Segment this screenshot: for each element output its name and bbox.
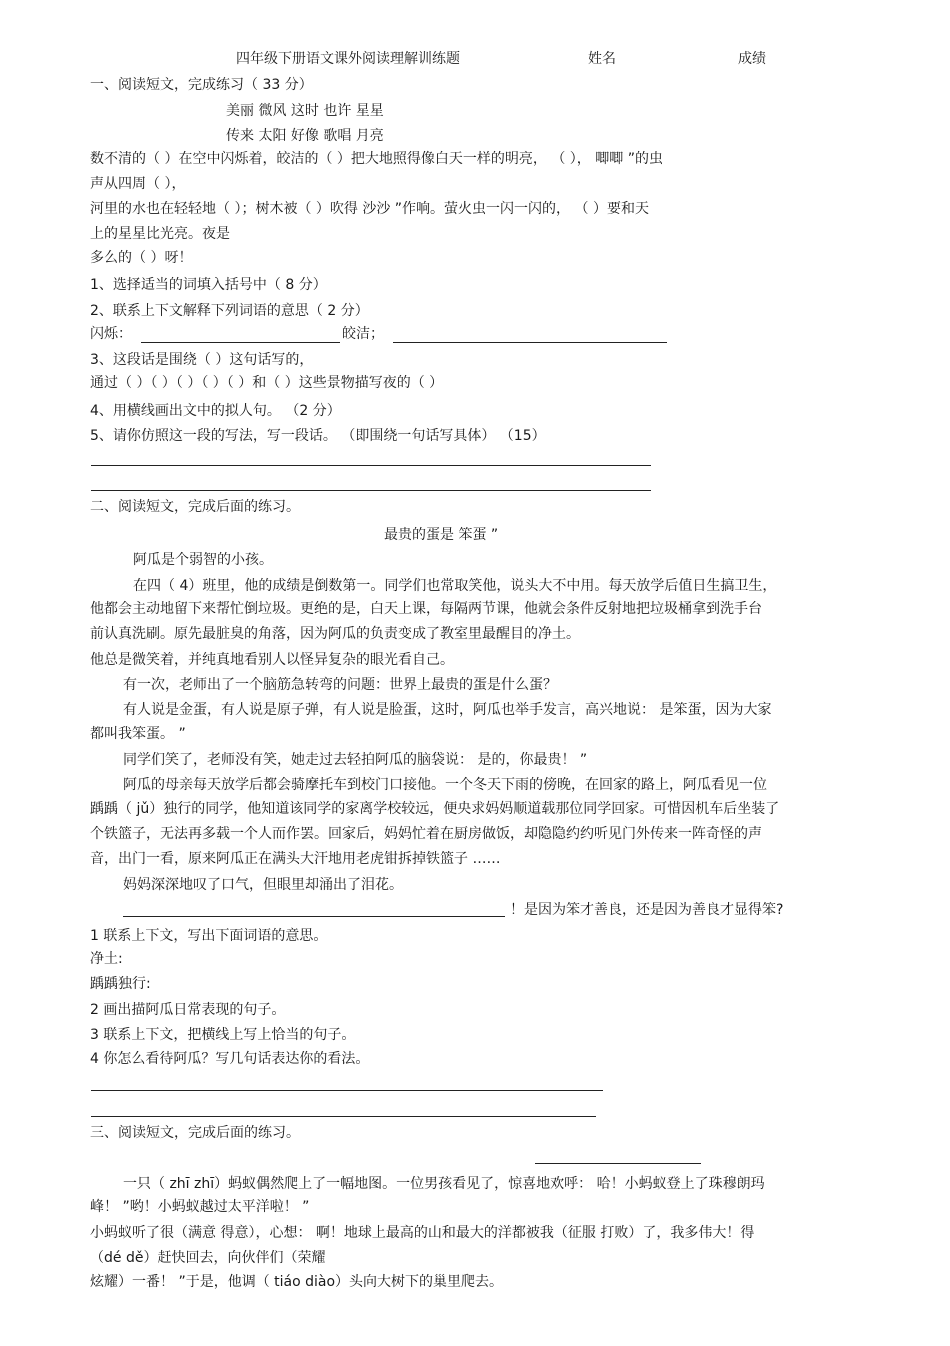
story-line: 同学们笑了，老师没有笑，她走过去轻拍阿瓜的脑袋说： 是的，你最贵！ ”	[123, 752, 588, 768]
s1-writing-line-2[interactable]	[91, 490, 651, 491]
s3-line-1: 一只（ zhī zhī）蚂蚁偶然爬上了一幅地图。一位男孩看见了，惊喜地欢呼： 哈！小蚂蚁登上了珠穆朗玛	[123, 1176, 765, 1192]
s3-line-4: （dé dě）赶快回去，向伙伴们（荣耀	[90, 1250, 326, 1266]
story-line: 他都会主动地留下来帮忙倒垃圾。更绝的是，白天上课，每隔两节课，他就会条件反射地把垃圾桶拿到洗手台	[90, 601, 762, 617]
story-line: 有人说是金蛋，有人说是原子弹，有人说是脸蛋，这时，阿瓜也举手发言，高兴地说： 是笨蛋，因为大家	[123, 702, 772, 718]
s1-question-4: 4、用横线画出文中的拟人句。 （2 分）	[90, 403, 341, 419]
s2-q1-word-2: 踽踽独行:	[90, 976, 151, 992]
story-line: 有一次，老师出了一个脑筋急转弯的问题：世界上最贵的蛋是什么蛋？	[123, 677, 557, 693]
story-line: 妈妈深深地叹了口气，但眼里却涌出了泪花。	[123, 877, 403, 893]
s1-q2-answer-line-1[interactable]	[141, 342, 340, 343]
s3-title-blank[interactable]	[535, 1163, 701, 1164]
name-label: 姓名	[588, 51, 616, 67]
story-line: 音，出门一看，原来阿瓜正在满头大汗地用老虎钳拆掉铁篮子 ……	[90, 851, 501, 867]
story-title: 最贵的蛋是 笨蛋 ”	[384, 527, 499, 543]
passage1-line-4: 上的星星比光亮。夜是	[90, 226, 230, 242]
score-label: 成绩	[738, 51, 766, 67]
passage1-line-2: 声从四周（ ），	[90, 176, 186, 192]
passage1-line-1: 数不清的（ ）在空中闪烁着，皎洁的（ ）把大地照得像白天一样的明亮， （ ）， 唧唧 ”的虫	[90, 151, 663, 167]
section1-heading: 一、阅读短文，完成练习（ 33 分）	[90, 77, 313, 93]
story-line: 他总是微笑着，并纯真地看别人以怪异复杂的眼光看自己。	[90, 652, 454, 668]
passage1-line-3: 河里的水也在轻轻地（ ）；树木被（ ）吹得 沙沙 ”作响。萤火虫一闪一闪的， （ ）要和天	[90, 201, 649, 217]
s2-question-1: 1 联系上下文，写出下面词语的意思。	[90, 928, 328, 944]
s3-line-3: 小蚂蚁听了很（满意 得意），心想： 啊！地球上最高的山和最大的洋都被我（征服 打败）了，我多伟大！得	[90, 1225, 755, 1241]
fill-in-blank-tail: ！是因为笨才善良，还是因为善良才显得笨?	[510, 902, 784, 918]
story-line: 阿瓜是个弱智的小孩。	[133, 552, 273, 568]
s1-q2-word-2: 皎洁；	[342, 326, 384, 342]
section3-heading: 三、阅读短文，完成后面的练习。	[90, 1125, 300, 1141]
story-line: 阿瓜的母亲每天放学后都会骑摩托车到校门口接他。一个冬天下雨的傍晚，在回家的路上，阿瓜看见一位	[123, 777, 767, 793]
s1-question-3a: 3、这段话是围绕（ ）这句话写的，	[90, 352, 314, 368]
story-line: 踽踽（ jǔ）独行的同学，他知道该同学的家离学校较远，便央求妈妈顺道载那位同学回家。可惜因机车后坐装了	[90, 801, 780, 817]
s2-question-3: 3 联系上下文，把横线上写上恰当的句子。	[90, 1027, 356, 1043]
s2-question-4: 4 你怎么看待阿瓜？写几句话表达你的看法。	[90, 1051, 370, 1067]
story-line: 个铁篮子，无法再多载一个人而作罢。回家后，妈妈忙着在厨房做饭，却隐隐约约听见门外传来一阵奇怪的声	[90, 826, 762, 842]
s3-line-2: 峰！ ”哟！小蚂蚁越过太平洋啦！ ”	[90, 1199, 310, 1215]
story-line: 在四（ 4）班里，他的成绩是倒数第一。同学们也常取笑他，说头大不中用。每天放学后值日生搞卫生，	[133, 578, 777, 594]
story-line: 前认真洗刷。原先最脏臭的角落，因为阿瓜的负责变成了教室里最醒目的净土。	[90, 626, 580, 642]
s1-q2-word-1: 闪烁：	[90, 326, 132, 342]
s1-question-2: 2、联系上下文解释下列词语的意思（ 2 分）	[90, 303, 369, 319]
word-bank-row-2: 传来 太阳 好像 歌唱 月亮	[226, 128, 384, 144]
section2-heading: 二、阅读短文，完成后面的练习。	[90, 499, 300, 515]
story-line: 都叫我笨蛋。 ”	[90, 726, 186, 742]
passage1-line-5: 多么的（ ）呀！	[90, 250, 193, 266]
worksheet-title: 四年级下册语文课外阅读理解训练题	[236, 51, 460, 67]
s2-writing-line-1[interactable]	[91, 1090, 603, 1091]
fill-in-blank-line[interactable]	[123, 916, 505, 917]
s3-line-5: 炫耀）一番！ ”于是，他调（ tiáo diào）头向大树下的巢里爬去。	[90, 1274, 504, 1290]
word-bank-row-1: 美丽 微风 这时 也许 星星	[226, 103, 384, 119]
s1-question-1: 1、选择适当的词填入括号中（ 8 分）	[90, 277, 327, 293]
s2-question-2: 2 画出描阿瓜日常表现的句子。	[90, 1002, 286, 1018]
s1-q2-answer-line-2[interactable]	[393, 342, 667, 343]
s1-writing-line-1[interactable]	[91, 465, 651, 466]
s2-q1-word-1: 净土:	[90, 951, 123, 967]
s1-question-3b: 通过（ ）（ ）（ ）（ ）（ ）和（ ）这些景物描写夜的（ ）	[90, 375, 444, 391]
s1-question-5: 5、请你仿照这一段的写法，写一段话。 （即围绕一句话写具体） （15）	[90, 428, 546, 444]
s2-writing-line-2[interactable]	[91, 1116, 596, 1117]
